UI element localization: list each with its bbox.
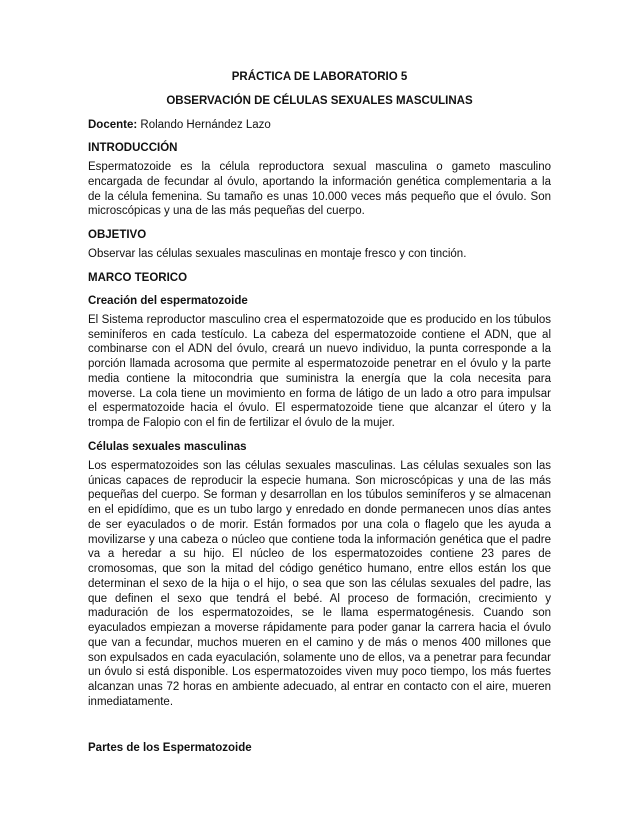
objetivo-paragraph: Observar las células sexuales masculinas en montaje fresco y con tinción. (88, 248, 467, 260)
intro-paragraph: Espermatozoide es la célula reproductora sexual masculina o gameto masculino encargada de fecundar al óvulo, aportando la información genética complementaria a la de la célula femenina. Su tamaño es unas 10.000 veces más pequeño que el óvulo. Son microscópicas y una de las más pequeñas del cuerpo. (88, 161, 551, 218)
intro-heading: INTRODUCCIÓN (88, 142, 178, 154)
partes-heading: Partes de los Espermatozoide (88, 741, 252, 754)
objetivo-heading: OBJETIVO (88, 229, 147, 241)
docente-label: Docente: (88, 119, 138, 131)
document-subtitle: OBSERVACIÓN DE CÉLULAS SEXUALES MASCULINAS (166, 95, 473, 107)
docente-line (88, 118, 551, 132)
section-spacer (88, 710, 551, 732)
document-title: PRÁCTICA DE LABORATORIO 5 (231, 71, 408, 83)
celulas-paragraph: Los espermatozoides son las células sexuales masculinas. Las células sexuales son las únicas capaces de reproducir la especie humana. Son microscópicas y una de las más pequeñas del cuerpo. Se forman y desarrollan en los túbulos seminíferos y se almacenan en el epidídimo, que es un tubo largo y enredado en donde permanecen unos días antes de ser eyaculados o de morir. Están formados por una cola o flagelo que les ayuda a movilizarse y una cabeza o núcleo que contiene toda la información genética que el padre va a heredar a su hijo. El núcleo de los espermatozoides contiene 23 pares de cromosomas, que son la mitad del código genético humano, entre ellos están los que determinan el sexo de la hija o el hijo, o sea que son las células sexuales del padre, las que definen el sexo que tendrá el bebé. Al proceso de formación, crecimiento y maduración de los espermatozoides, se le llama espermatogénesis. Cuando son eyaculados empiezan a moverse rápidamente para poder ganar la carrera hacia el óvulo que van a fecundar, muchos mueren en el camino y de más o menos 400 millones que son expulsados en cada eyaculación, solamente uno de ellos, va a penetrar para fecundar un óvulo si está disponible. Los espermatozoides viven muy poco tiempo, los más fuertes alcanzan unas 72 horas en ambiente adecuado, al entrar en contacto con el aire, mueren inmediatamente. (88, 459, 551, 708)
docente-name: Rolando Hernández Lazo (137, 119, 271, 131)
marco-heading: MARCO TEORICO (88, 271, 188, 284)
creacion-heading: Creación del espermatozoide (88, 294, 248, 307)
creacion-paragraph: El Sistema reproductor masculino crea el espermatozoide que es producido en los túbulos seminíferos en cada testículo. La cabeza del espermatozoide contiene el ADN, que al combinarse con el ADN del óvulo, creará un nuevo individuo, la punta corresponde a la porción llamada acrosoma que permite al espermatozoide penetrar en el óvulo y la parte media contiene la mitocondria que suministra la energía que la cola necesita para moverse. La cola tiene un movimiento en forma de látigo de un lado a otro para impulsar el espermatozoide hacia el óvulo. El espermatozoide tiene que alcanzar el útero y la trompa de Falopio con el fin de fertilizar el óvulo de la mujer. (88, 313, 551, 429)
celulas-heading: Células sexuales masculinas (88, 440, 247, 453)
